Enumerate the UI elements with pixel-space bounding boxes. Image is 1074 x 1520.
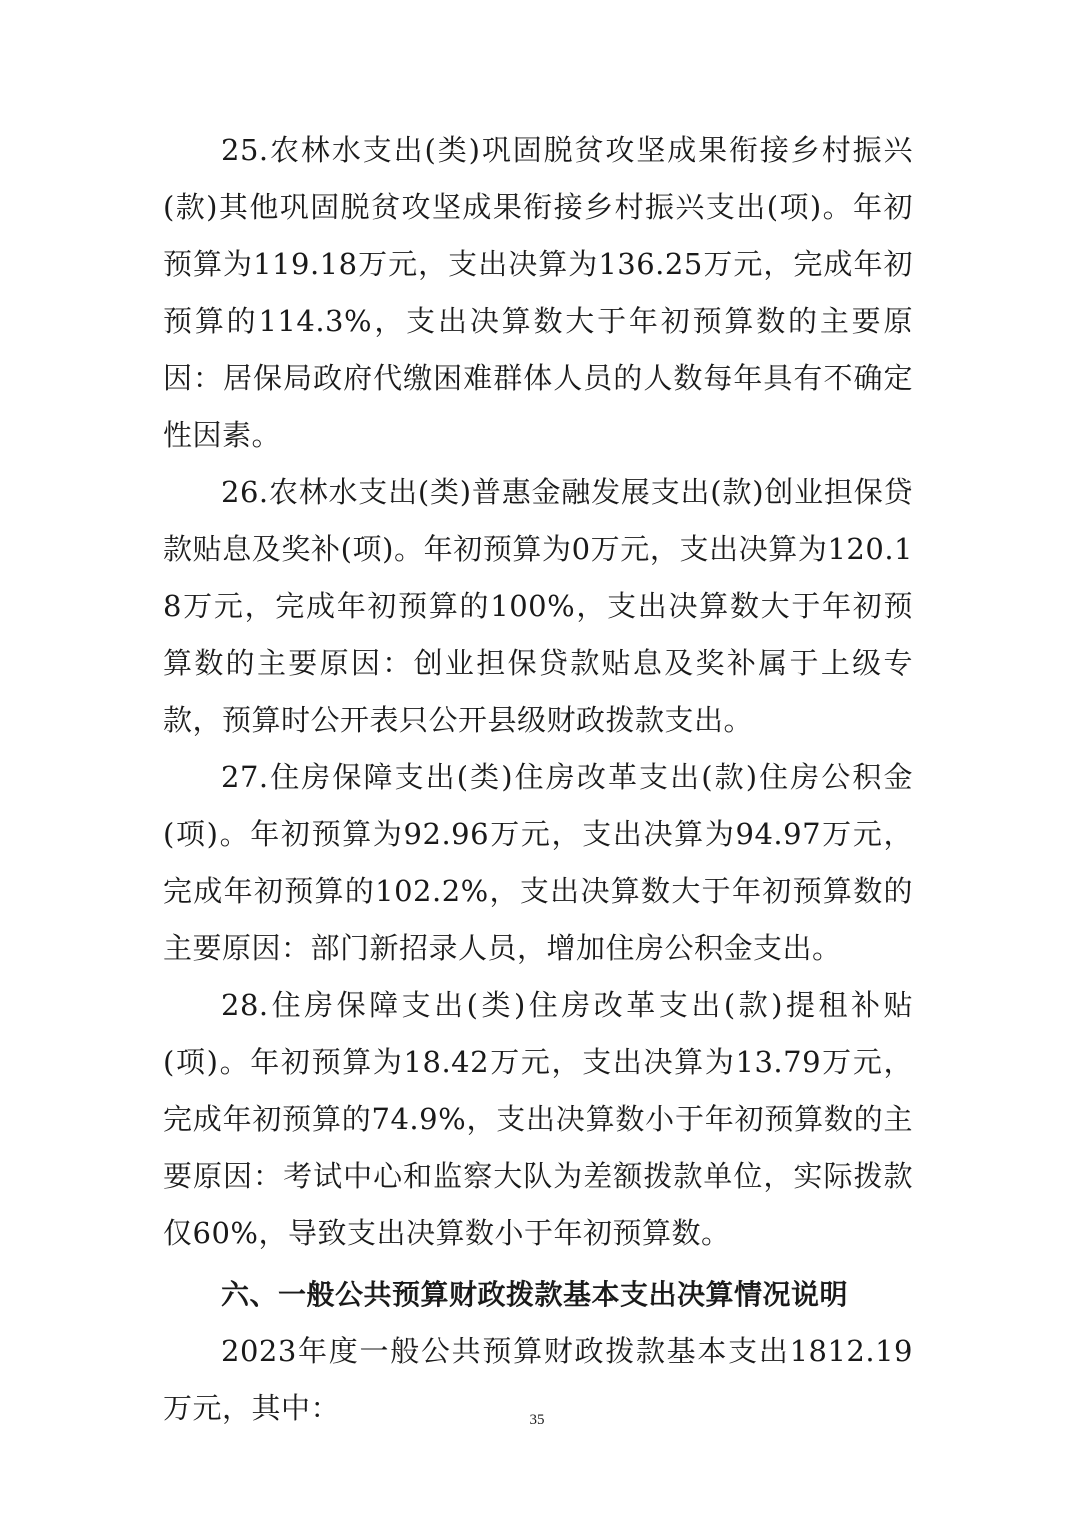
- section-heading: 六、一般公共预算财政拨款基本支出决算情况说明: [221, 1278, 849, 1311]
- paragraph-item-25: 25.农林水支出(类)巩固脱贫攻坚成果衔接乡村振兴(款)其他巩固脱贫攻坚成果衔接乡村振兴支出(项)。年初预算为119.18万元，支出决算为136.25万元，完成年初预算的114.3%，支出决算数大于年初预算数的主要原因：居保局政府代缴困难群体人员的人数每年具有不确定性因素。: [163, 133, 913, 452]
- document-body: [163, 122, 913, 1437]
- page-number: 35: [529, 1412, 545, 1428]
- paragraph-item-27: 27.住房保障支出(类)住房改革支出(款)住房公积金(项)。年初预算为92.96万元，支出决算为94.97万元，完成年初预算的102.2%，支出决算数大于年初预算数的主要原因：部门新招录人员，增加住房公积金支出。: [163, 760, 913, 965]
- closing-paragraph: 2023年度一般公共预算财政拨款基本支出1812.19万元，其中：: [163, 1334, 913, 1425]
- paragraph-item-28: 28.住房保障支出(类)住房改革支出(款)提租补贴(项)。年初预算为18.42万元，支出决算为13.79万元，完成年初预算的74.9%，支出决算数小于年初预算数的主要原因：考试中心和监察大队为差额拨款单位，实际拨款仅60%，导致支出决算数小于年初预算数。: [163, 988, 913, 1250]
- paragraph-item-26: 26.农林水支出(类)普惠金融发展支出(款)创业担保贷款贴息及奖补(项)。年初预算为0万元，支出决算为120.18万元，完成年初预算的100%，支出决算数大于年初预算数的主要原因：创业担保贷款贴息及奖补属于上级专款，预算时公开表只公开县级财政拨款支出。: [163, 475, 913, 737]
